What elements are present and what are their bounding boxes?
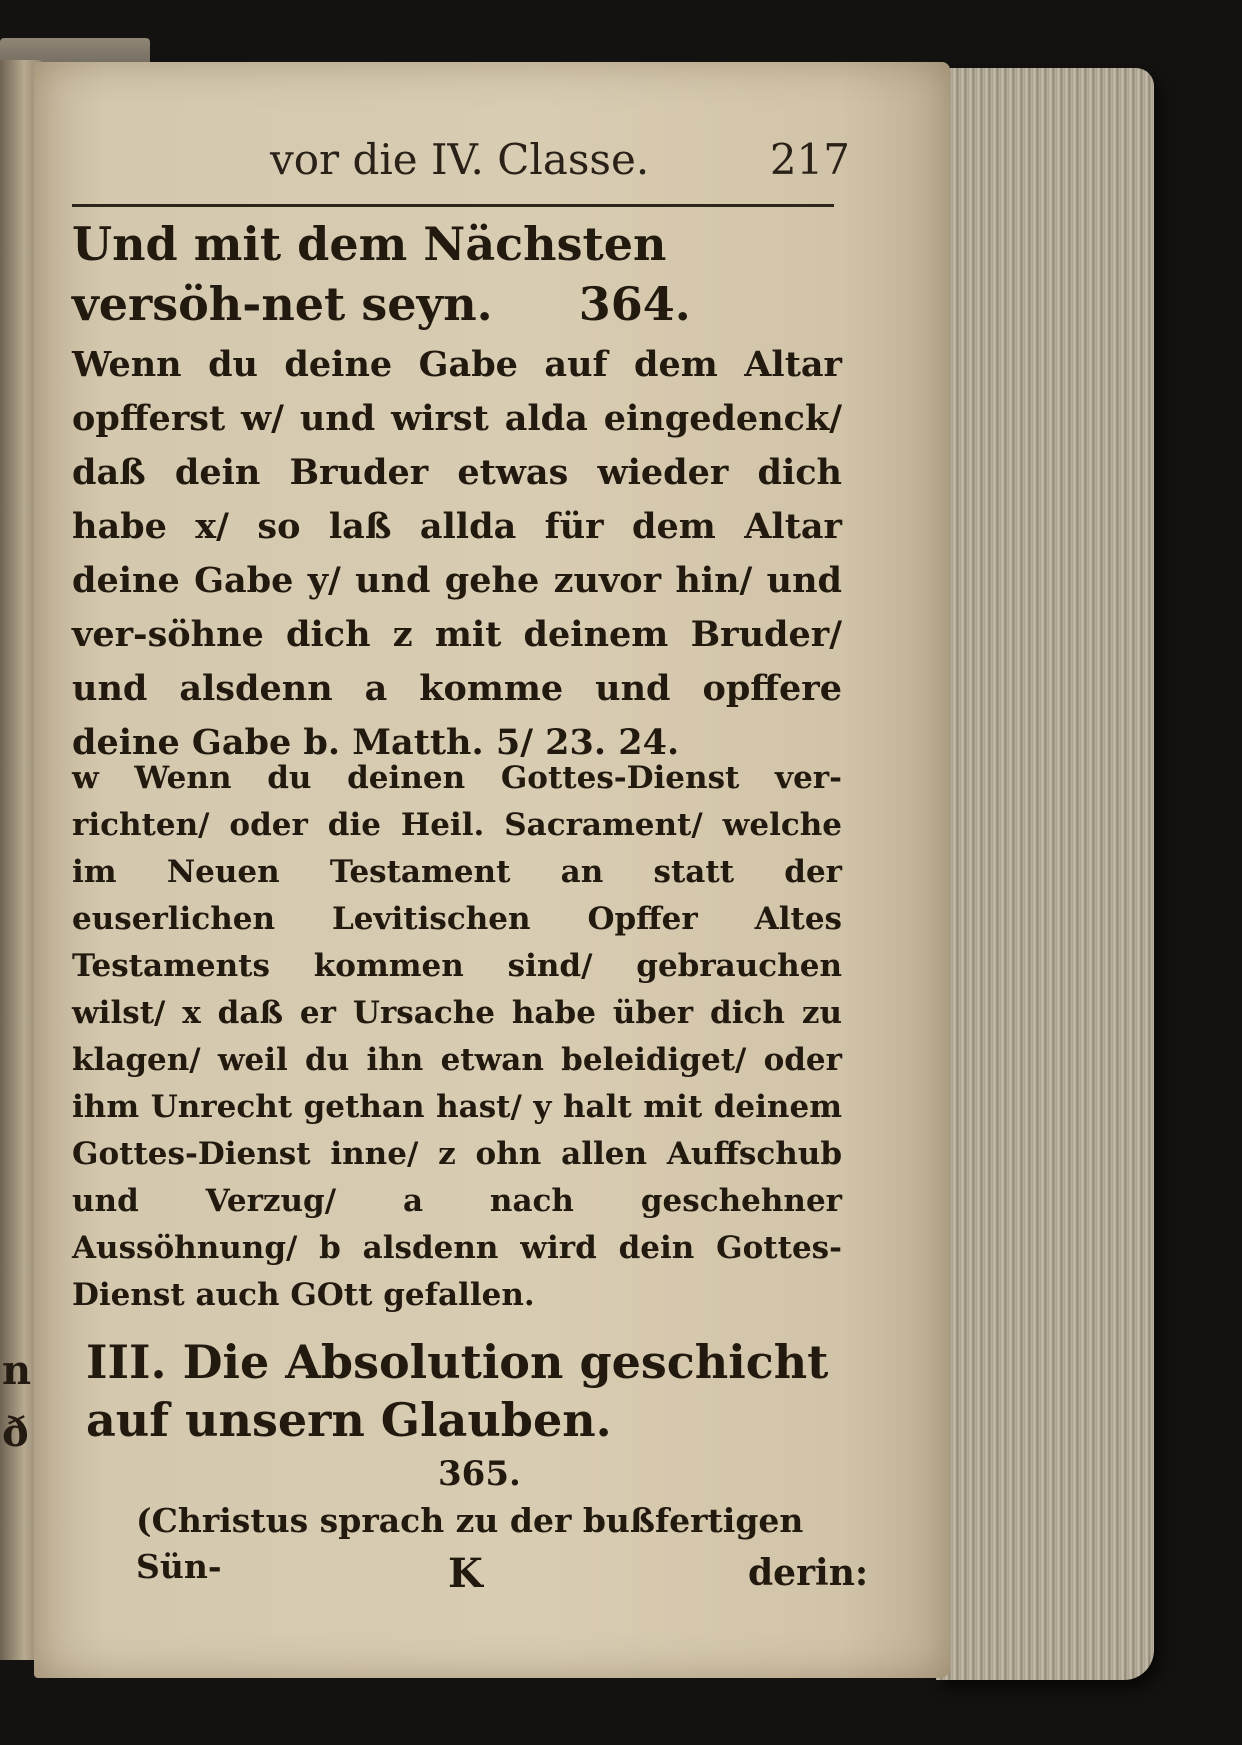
left-page-fragments	[2, 1340, 31, 1464]
heading-text: Und mit dem Nächsten versöh-net seyn.	[72, 217, 667, 331]
running-title: vor die IV. Classe.	[270, 135, 650, 184]
catchword: derin:	[748, 1552, 869, 1594]
section-heading-III: III. Die Absolution geschicht auf unsern Glauben.	[86, 1335, 829, 1447]
signature-mark: K	[448, 1550, 483, 1597]
left-fragment-2: ð	[2, 1409, 29, 1456]
header-rule	[72, 204, 834, 207]
scripture-paragraph: Wenn du deine Gabe auf dem Altar opfferst w/ und wirst alda eingedenck/ daß dein Bruder etwas wieder dich habe x/ so laß allda für dem Altar deine Gabe y/ und gehe zuvor hin/ und ver-söhne dich z mit deinem Bruder/ und alsdenn a komme und opffere deine Gabe b. Matth. 5/ 23. 24.	[72, 344, 842, 763]
section-heading-364	[72, 214, 842, 334]
page-edges	[936, 68, 1154, 1680]
page-header	[270, 135, 850, 195]
page-number: 217	[769, 135, 850, 184]
left-fragment-1: n	[2, 1347, 32, 1394]
section-number-365: 365.	[438, 1454, 521, 1494]
section-number: 364.	[578, 277, 691, 331]
annotation-notes: w Wenn du deinen Gottes-Dienst ver-richten/ oder die Heil. Sacrament/ welche im Neuen Testament an statt der euserlichen Levitischen Opffer Altes Testaments kommen sind/ gebrauchen wilst/ x daß er Ursache habe über dich zu klagen/ weil du ihn etwan beleidiget/ oder ihm Unrecht gethan hast/ y halt mit deinem Gottes-Dienst inne/ z ohn allen Auffschub und Verzug/ a nach geschehner Aussöhnung/ b alsdenn wird dein Gottes-Dienst auch GOtt gefallen.	[72, 760, 842, 1313]
closing-paragraph: (Christus sprach zu der bußfertigen Sün-	[136, 1501, 804, 1586]
